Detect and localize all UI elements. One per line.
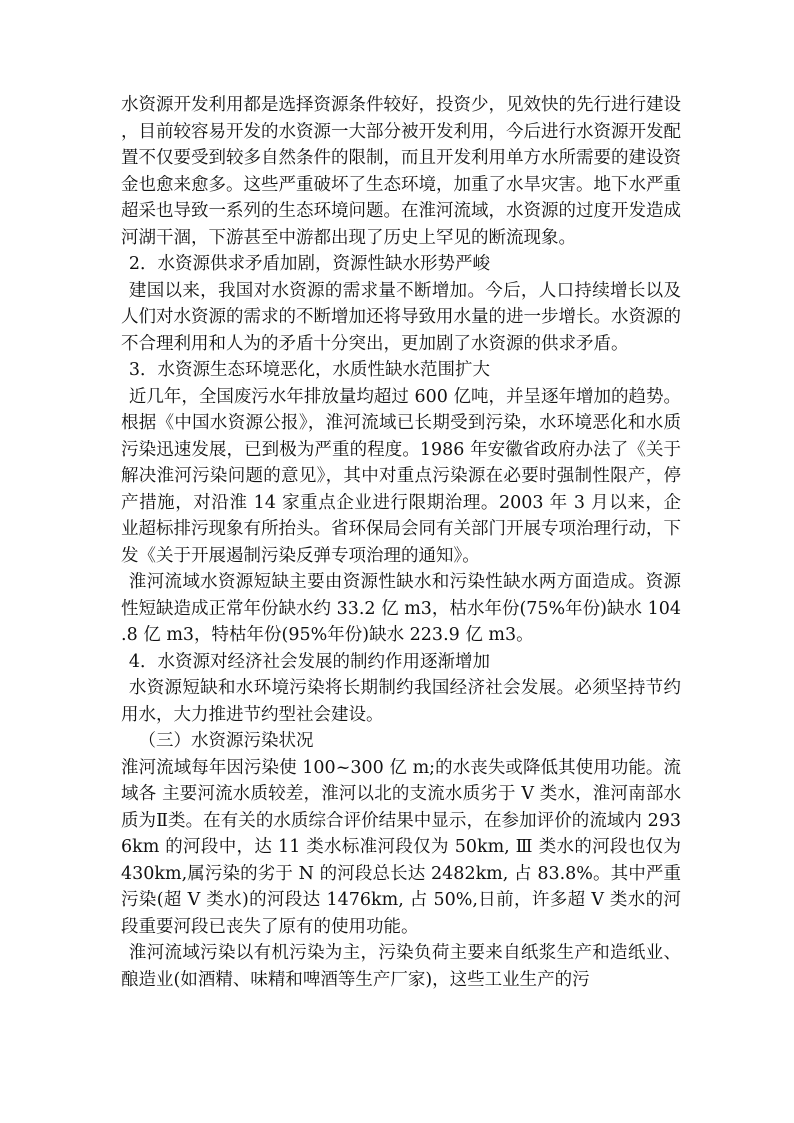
heading-pollution-status: （三）水资源污染状况: [138, 731, 314, 751]
paragraph-wastewater-pollution: 近几年，全国废污水年排放量均超过 600 亿吨，并呈逐年增加的趋势。根据《中国水资源公报》，淮河流域已长期受到污染，水环境恶化和水质污染迅速发展，已到极为严重的程度。1986 年安徽省政府办法了《关于解决淮河污染问题的意见》，其中对重点污染源在必要时强制性限产，停产措施，对沿淮 14 家重点企业进行限期治理。2003 年 3 月以来，企业超标排污现象有所抬头。省环保局会同有关部门开展专项治理行动，下发《关于开展遏制污染反弹专项治理的通知》。: [121, 386, 681, 566]
paragraph-water-saving: 水资源短缺和水环境污染将长期制约我国经济社会发展。必须坚持节约用水，大力推进节约型社会建设。: [121, 678, 681, 725]
paragraph-organic-pollution: 淮河流域污染以有机污染为主，污染负荷主要来自纸浆生产和造纸业、酿造业(如酒精、味精和啤酒等生产厂家)，这些工业生产的污: [121, 943, 681, 990]
document-body: [121, 92, 681, 993]
heading-economic-constraint: 4．水资源对经济社会发展的制约作用逐渐增加: [128, 651, 491, 672]
heading-supply-demand: 2．水资源供求矛盾加剧，资源性缺水形势严峻: [128, 254, 491, 274]
paragraph-water-development: 水资源开发利用都是选择资源条件较好，投资少，见效快的先行进行建设，目前较容易开发的水资源一大部分被开发利用，今后进行水资源开发配置不仅要受到较多自然条件的限制，而且开发利用单方水所需要的建设资金也愈来愈多。这些严重破坏了生态环境，加重了水旱灾害。地下水严重超采也导致一系列的生态环境问题。在淮河流域，水资源的过度开发造成河湖干涸，下游甚至中游都出现了历史上罕见的断流现象。: [121, 95, 681, 248]
paragraph-shortage-causes: 淮河流域水资源短缺主要由资源性缺水和污染性缺水两方面造成。资源性短缺造成正常年份缺水约 33.2 亿 m3，枯水年份(75%年份)缺水 104.8 亿 m3，特枯年份(95%年份)缺水 223.9 亿 m3。: [121, 572, 681, 645]
paragraph-water-quality: 淮河流域每年因污染使 100~300 亿 m;的水丧失或降低其使用功能。流域各 主要河流水质较差，淮河以北的支流水质劣于 V 类水，淮河南部水质为Ⅱ类。在有关的水质综合评价结果中显示，在参加评价的流域内 2936km 的河段中，达 11 类水标准河段仅为 50km, Ⅲ 类水的河段也仅为 430km,属污染的劣于 N 的河段总长达 2482km, 占 83.8%。其中严重污染(超 V 类水)的河段达 1476km, 占 50%,日前，许多超 V 类水的河段重要河段已丧失了原有的使用功能。: [121, 757, 681, 937]
paragraph-demand-growth: 建国以来，我国对水资源的需求量不断增加。今后，人口持续增长以及人们对水资源的需求的不断增加还将导致用水量的进一步增长。水资源的不合理利用和人为的矛盾十分突出，更加剧了水资源的供求矛盾。: [121, 280, 681, 354]
heading-ecological-deterioration: 3．水资源生态环境恶化，水质性缺水范围扩大: [128, 360, 491, 380]
